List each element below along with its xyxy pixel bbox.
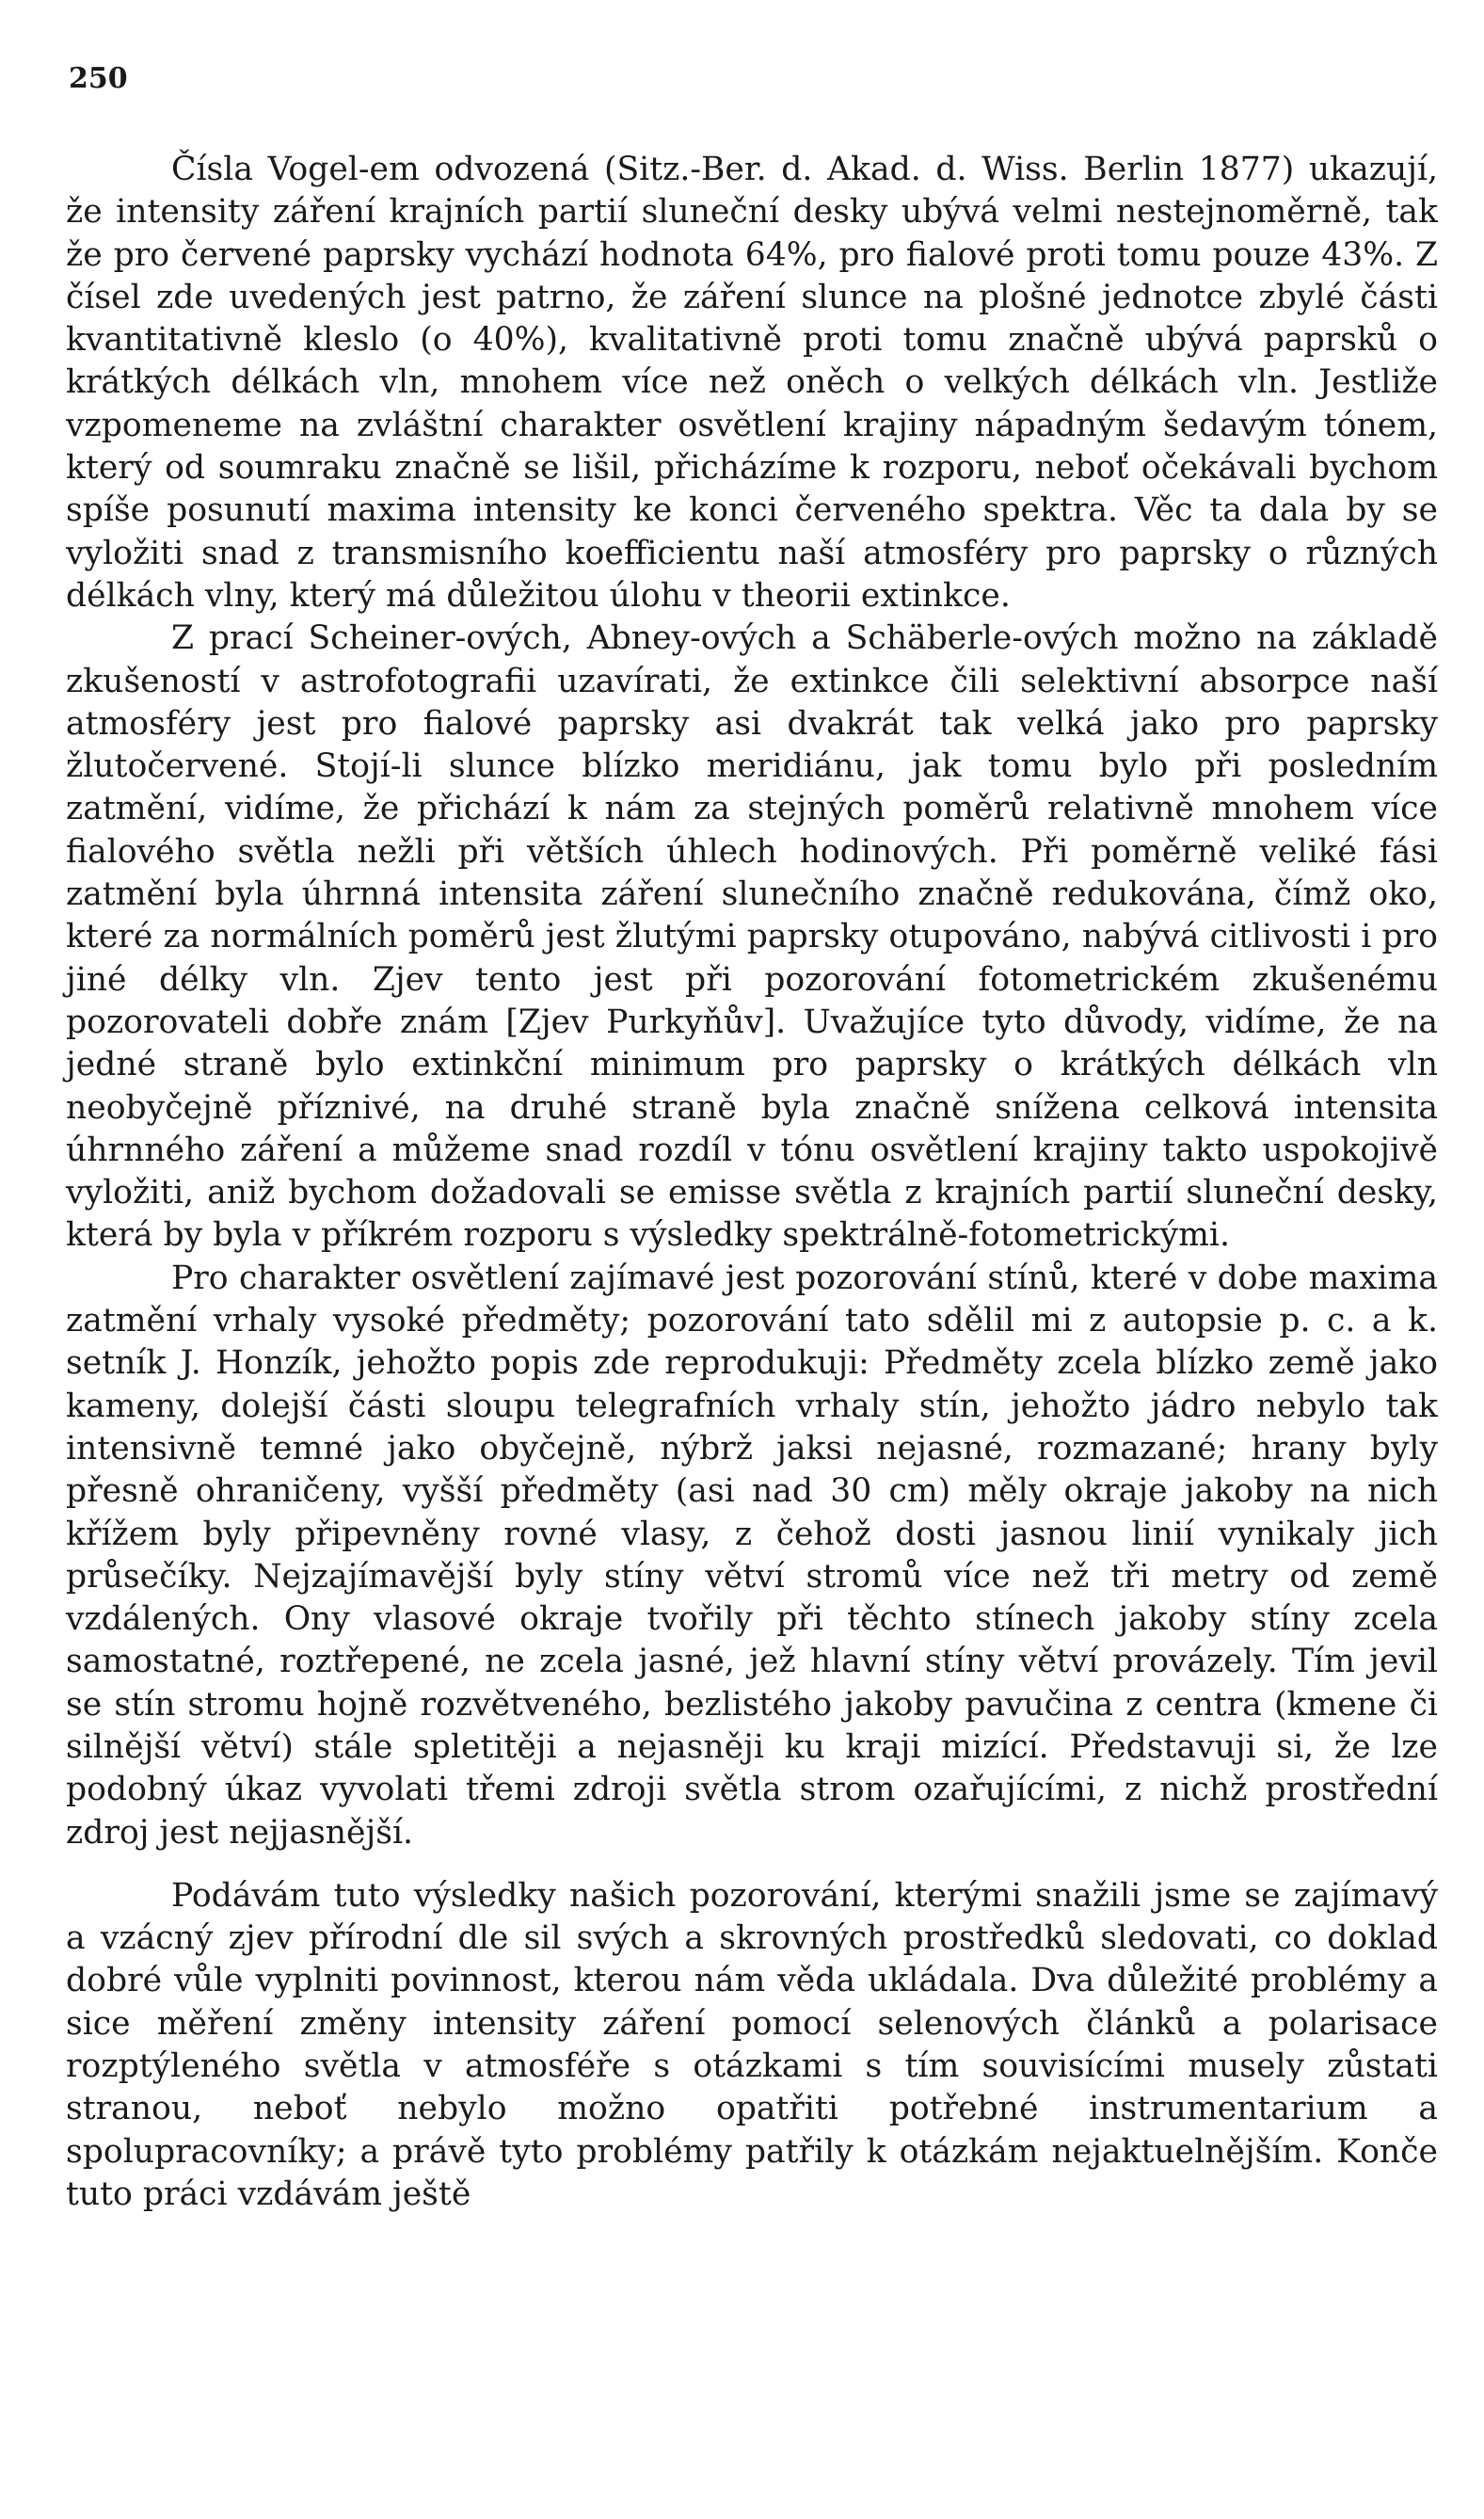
- page-number: 250: [69, 62, 128, 95]
- body-text: [66, 149, 1438, 2216]
- paragraph-conclusion: Podávám tuto výsledky našich pozorování, kterými snažili jsme se zajímavý a vzácný zjev přírodní dle sil svých a skrovných prostředků sledovati, co doklad dobré vůle vyplniti povinnost, kterou nám věda ukládala. Dva důležité problémy a sice měření změny intensity záření pomocí selenových článků a polarisace rozptýleného světla v atmosféře s otázkami s tím souvisícími musely zůstati stranou, neboť nebylo možno opatřiti potřebné instrumentarium a spolupracovníky; a právě tyto problémy patřily k otázkám nejaktuelnějším. Konče tuto práci vzdávám ještě: [66, 1876, 1438, 2213]
- paragraph-extinction: Z prací Scheiner-ových, Abney-ových a Schäberle-ových možno na základě zkušeností v astrofotografii uzavírati, že extinkce čili selektivní absorpce naší atmosféry jest pro fialové paprsky asi dvakrát tak velká jako pro paprsky žlutočervené. Stojí-li slunce blízko meridiánu, jak tomu bylo při posledním zatmění, vidíme, že přichází k nám za stejných poměrů relativně mnohem více fialového světla nežli při větších úhlech hodinových. Při poměrně veliké fási zatmění byla úhrnná intensita záření slunečního značně redukována, čímž oko, které za normálních poměrů jest žlutými paprsky otupováno, nabývá citlivosti i pro jiné délky vln. Zjev tento jest při pozorování fotometrickém zkušenému pozorovateli dobře znám [Zjev Purkyňův]. Uvažujíce tyto důvody, vidíme, že na jedné straně bylo extinkční minimum pro paprsky o krátkých délkách vln neobyčejně příznivé, na druhé straně byla značně snížena celková intensita úhrnného záření a můžeme snad rozdíl v tónu osvětlení krajiny takto uspokojivě vyložiti, aniž bychom dožadovali se emisse světla z krajních partií sluneční desky, která by byla v příkrém rozporu s výsledky spektrálně-fotometrickými.: [66, 619, 1438, 1255]
- paragraph-shadows: Pro charakter osvětlení zajímavé jest pozorování stínů, které v dobe maxima zatmění vrhaly vysoké předměty; pozorování tato sdělil mi z autopsie p. c. a k. setník J. Honzík, jehožto popis zde reprodukuji: Předměty zcela blízko země jako kameny, dolejší části sloupu telegrafních vrhaly stín, jehožto jádro nebylo tak intensivně temné jako obyčejně, nýbrž jaksi nejasné, rozmazané; hrany byly přesně ohraničeny, vyšší předměty (asi nad 30 cm) měly okraje jakoby na nich křížem byly připevněny rovné vlasy, z čehož dosti jasnou linií vynikaly jich průsečíky. Nejzajímavější byly stíny větví stromů více než tři metry od země vzdálených. Ony vlasové okraje tvořily při těchto stínech jakoby stíny zcela samostatné, roztřepené, ne zcela jasné, jež hlavní stíny větví provázely. Tím jevil se stín stromu hojně rozvětveného, bezlistého jakoby pavučina z centra (kmene či silnější větví) stále spletitěji a nejasněji ku kraji mizící. Představuji si, že lze podobný úkaz vyvolati třemi zdroji světla strom ozařujícími, z nichž prostřední zdroj jest nejjasnější.: [66, 1259, 1438, 1852]
- paragraph-vogel-intensity: Čísla Vogel-em odvozená (Sitz.-Ber. d. Akad. d. Wiss. Berlin 1877) ukazují, že intensity záření krajních partií sluneční desky ubývá velmi nestejnoměrně, tak že pro červené paprsky vychází hodnota 64%, pro fialové proti tomu pouze 43%. Z čísel zde uvedených jest patrno, že záření slunce na plošné jednotce zbylé části kvantitativně kleslo (o 40%), kvalitativně proti tomu značně ubývá paprsků o krátkých délkách vln, mnohem více než oněch o velkých délkách vln. Jestliže vzpomeneme na zvláštní charakter osvětlení krajiny nápadným šedavým tónem, který od soumraku značně se lišil, přicházíme k rozporu, neboť očekávali bychom spíše posunutí maxima intensity ke konci červeného spektra. Věc ta dala by se vyložiti snad z transmisního koefficientu naší atmosféry pro paprsky o různých délkách vlny, který má důležitou úlohu v theorii extinkce.: [66, 151, 1438, 615]
